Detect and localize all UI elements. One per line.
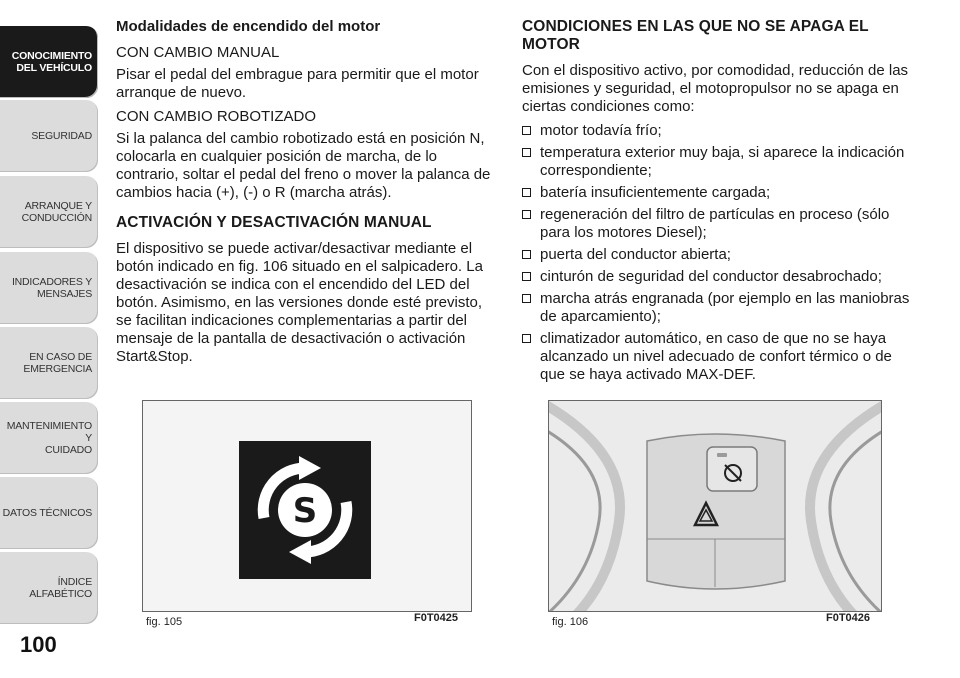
tab-seguridad[interactable] (0, 100, 98, 172)
robotized-gearbox-text: Si la palanca del cambio robotizado está en posición N, colocarla en cualquier posición de marcha, de lo contrario, soltar el pedal del freno o mover la palanca de cambios hacia (+), (-) o R (marcha atrás). (116, 130, 491, 201)
tab-label: ARRANQUE Y CONDUCCIÓN (21, 200, 92, 224)
tab-indice-alfabetico[interactable] (0, 552, 98, 624)
left-column (116, 18, 494, 372)
checkbox-bullet-icon (522, 294, 531, 303)
manual-gearbox-text: Pisar el pedal del embrague para permitir que el motor arranque de nuevo. (116, 66, 479, 101)
tab-label: INDICADORES Y MENSAJES (11, 276, 92, 300)
checkbox-bullet-icon (522, 272, 531, 281)
list-item: motor todavía frío; (522, 122, 912, 140)
tab-mantenimiento-y-cuidado[interactable] (0, 402, 98, 474)
figure-105-label: fig. 105 (146, 616, 183, 628)
tab-indicadores-y-mensajes[interactable] (0, 252, 98, 324)
list-item: climatizador automático, en caso de que no se haya alcanzado un nivel adecuado de confort térmico o de que se haya activado MAX-DEF. (522, 330, 912, 384)
list-item: regeneración del filtro de partículas en proceso (sólo para los motores Diesel); (522, 206, 912, 242)
dashboard-buttons-illustration (549, 401, 881, 611)
checkbox-bullet-icon (522, 126, 531, 135)
list-item: temperatura exterior muy baja, si aparece la indicación correspondiente; (522, 144, 912, 180)
list-item: puerta del conductor abierta; (522, 246, 912, 264)
figure-106 (548, 400, 882, 612)
checkbox-bullet-icon (522, 188, 531, 197)
section-title-conditions: CONDICIONES EN LAS QUE NO SE APAGA EL MOTOR (522, 18, 869, 53)
list-item: cinturón de seguridad del conductor desabrochado; (522, 268, 912, 286)
checkbox-bullet-icon (522, 250, 531, 259)
checkbox-bullet-icon (522, 210, 531, 219)
subheading: Modalidades de encendido del motor (116, 18, 381, 35)
manual-activation-text: El dispositivo se puede activar/desactivar mediante el botón indicado en fig. 106 situado en el salpicadero. La desactivación se indica con el encendido del LED del botón. Asimismo, en las versiones donde esté previsto, se facilitan indicaciones complementarias a partir del mensaje de la pantalla de desactivación o activación Start&Stop. (116, 240, 483, 365)
tab-label: EN CASO DE EMERGENCIA (23, 351, 92, 375)
conditions-intro: Con el dispositivo activo, por comodidad, reducción de las emisiones y seguridad, el motopropulsor no se apaga en ciertas condiciones como: (522, 62, 909, 115)
robotized-gearbox-title: CON CAMBIO ROBOTIZADO (116, 108, 317, 125)
list-item: marcha atrás engranada (por ejemplo en las maniobras de aparcamiento); (522, 290, 912, 326)
tab-en-caso-de-emergencia[interactable] (0, 327, 98, 399)
page-number: 100 (20, 632, 57, 657)
checkbox-bullet-icon (522, 148, 531, 157)
tab-label: CONOCIMIENTO DEL VEHÍCULO (11, 50, 92, 74)
led-indicator (717, 453, 727, 457)
right-column (522, 18, 912, 388)
conditions-list (522, 122, 912, 384)
tab-label: MANTENIMIENTO Y CUIDADO (6, 420, 92, 456)
figure-105 (142, 400, 472, 612)
start-stop-off-button[interactable] (707, 447, 757, 491)
tab-label: SEGURIDAD (31, 130, 92, 142)
figure-106-label: fig. 106 (552, 616, 589, 628)
tab-conocimiento-del-vehiculo[interactable] (0, 26, 98, 98)
list-item: batería insuficientemente cargada; (522, 184, 912, 202)
tab-arranque-y-conduccion[interactable] (0, 176, 98, 248)
tab-label: DATOS TÉCNICOS (2, 507, 92, 519)
start-stop-symbol-illustration (143, 401, 471, 611)
figure-105-code: F0T0425 (414, 612, 459, 624)
section-title-manual-activation: ACTIVACIÓN Y DESACTIVACIÓN MANUAL (116, 214, 432, 231)
manual-gearbox-title: CON CAMBIO MANUAL (116, 44, 280, 61)
checkbox-bullet-icon (522, 334, 531, 343)
start-stop-letter: S (292, 491, 318, 531)
tab-label: ÍNDICE ALFABÉTICO (29, 576, 92, 600)
figure-106-code: F0T0426 (826, 612, 871, 624)
tab-datos-tecnicos[interactable] (0, 477, 98, 549)
